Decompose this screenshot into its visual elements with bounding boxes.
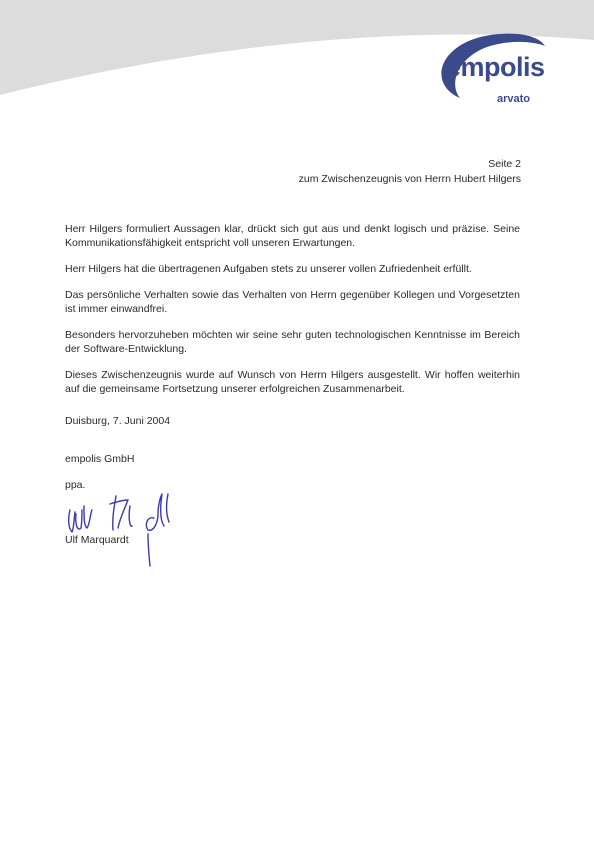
page-reference xyxy=(299,157,521,187)
paragraph: Besonders hervorzuheben möchten wir seine sehr guten technologischen Kenntnisse im Bereich der Software-Entwicklung. xyxy=(65,329,520,355)
place-date: Duisburg, 7. Juni 2004 xyxy=(65,415,171,427)
paragraph: Dieses Zwischenzeugnis wurde auf Wunsch von Herrn Hilgers ausgestellt. Wir hoffen weiterhin auf die gemeinsame Fortsetzung unserer erfolgreichen Zusammenarbeit. xyxy=(65,369,520,395)
letter-body xyxy=(65,222,520,408)
paragraph: Das persönliche Verhalten sowie das Verhalten von Herrn gegenüber Kollegen und Vorgesetzten ist immer einwandfrei. xyxy=(65,289,520,315)
signer-name: Ulf Marquardt xyxy=(65,534,129,546)
paragraph: Herr Hilgers formuliert Aussagen klar, drückt sich gut aus und denkt logisch und präzise. Seine Kommunikationsfähigkeit entspricht voll unseren Erwartungen. xyxy=(65,223,520,249)
ppa-label: ppa. xyxy=(65,479,86,491)
page-number: Seite 2 xyxy=(488,158,521,170)
logo-wordmark: empolis xyxy=(446,52,545,82)
handwritten-signature xyxy=(60,488,190,568)
logo-subtitle: arvato xyxy=(497,93,531,105)
paragraph: Herr Hilgers hat die übertragenen Aufgaben stets zu unserer vollen Zufriedenheit erfüllt. xyxy=(65,263,472,275)
company-name: empolis GmbH xyxy=(65,453,135,465)
document-subject: zum Zwischenzeugnis von Herrn Hubert Hilgers xyxy=(298,173,521,185)
